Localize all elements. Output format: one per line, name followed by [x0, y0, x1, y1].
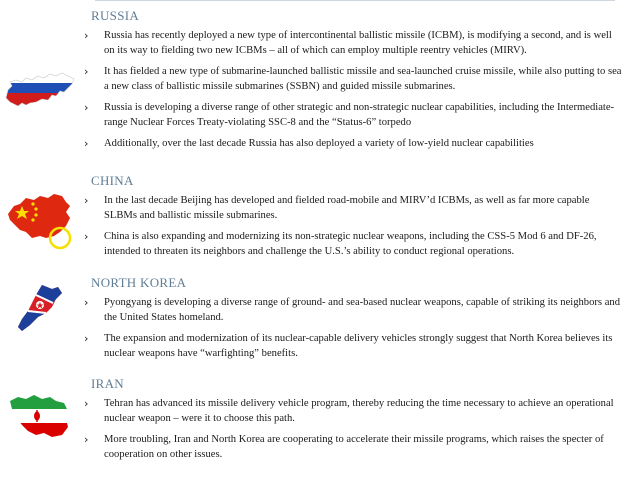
chevron-right-icon: ›	[84, 397, 89, 410]
section-heading: IRAN	[91, 376, 124, 391]
list-item: › China is also expanding and modernizing its non-strategic nuclear weapons, including the CSS-5 Mod 6 and DF-26, intended to threaten its neighbors and challenge the U.S.’s ability to conduct regional operations.	[84, 230, 597, 257]
north-korea-flag-map-icon	[12, 283, 68, 335]
section-north-korea	[84, 275, 624, 367]
section-heading: NORTH KOREA	[91, 275, 187, 290]
list-item: › Russia has recently deployed a new type of intercontinental ballistic missile (ICBM), is modifying a second, and is well on its way to fielding two new ICBMs – all of which can employ multiple reentry vehicles (MIRV).	[84, 29, 612, 56]
list-item: › Russia is developing a diverse range of other strategic and non-strategic nuclear capabilities, including the Intermediate-range Nuclear Forces Treaty-violating SSC-8 and the “Status-6” torpedo	[84, 101, 615, 128]
russia-flag-map-icon	[4, 70, 76, 110]
china-flag-map-icon	[4, 192, 76, 252]
chevron-right-icon: ›	[84, 29, 89, 42]
list-item: › Tehran has advanced its missile delivery vehicle program, thereby reducing the time necessary to achieve an operational nuclear weapon – were it to choose this path.	[84, 397, 614, 424]
section-heading: CHINA	[91, 173, 134, 188]
chevron-right-icon: ›	[84, 137, 89, 150]
iran-flag-map-icon	[6, 393, 72, 443]
chevron-right-icon: ›	[84, 230, 89, 243]
list-item: › Pyongyang is developing a diverse range of ground- and sea-based nuclear weapons, capable of striking its neighbors and the United States homeland.	[84, 296, 621, 323]
chevron-right-icon: ›	[84, 433, 89, 446]
list-item: › It has fielded a new type of submarine-launched ballistic missile and sea-launched cruise missile, while also putting to sea a new class of ballistic missile submarines (SSBN) and guided missile submarines.	[84, 65, 622, 92]
section-heading: RUSSIA	[91, 8, 140, 23]
section-russia	[84, 8, 624, 157]
chevron-right-icon: ›	[84, 65, 89, 78]
section-china	[84, 173, 624, 265]
list-item: › In the last decade Beijing has developed and fielded road-mobile and MIRV’d ICBMs, as well as far more capable SLBMs and ballistic missile submarines.	[84, 194, 590, 221]
chevron-right-icon: ›	[84, 332, 89, 345]
section-iran	[84, 376, 624, 468]
chevron-right-icon: ›	[84, 101, 89, 114]
list-item: › More troubling, Iran and North Korea are cooperating to accelerate their missile programs, which raises the specter of cooperation on other issues.	[84, 433, 604, 460]
list-item: › Additionally, over the last decade Russia has also deployed a variety of low-yield nuclear capabilities	[84, 137, 534, 150]
chevron-right-icon: ›	[84, 194, 89, 207]
chevron-right-icon: ›	[84, 296, 89, 309]
list-item: › The expansion and modernization of its nuclear-capable delivery vehicles strongly suggest that North Korea believes its nuclear weapons have “warfighting” benefits.	[84, 332, 613, 359]
top-divider	[95, 0, 615, 1]
